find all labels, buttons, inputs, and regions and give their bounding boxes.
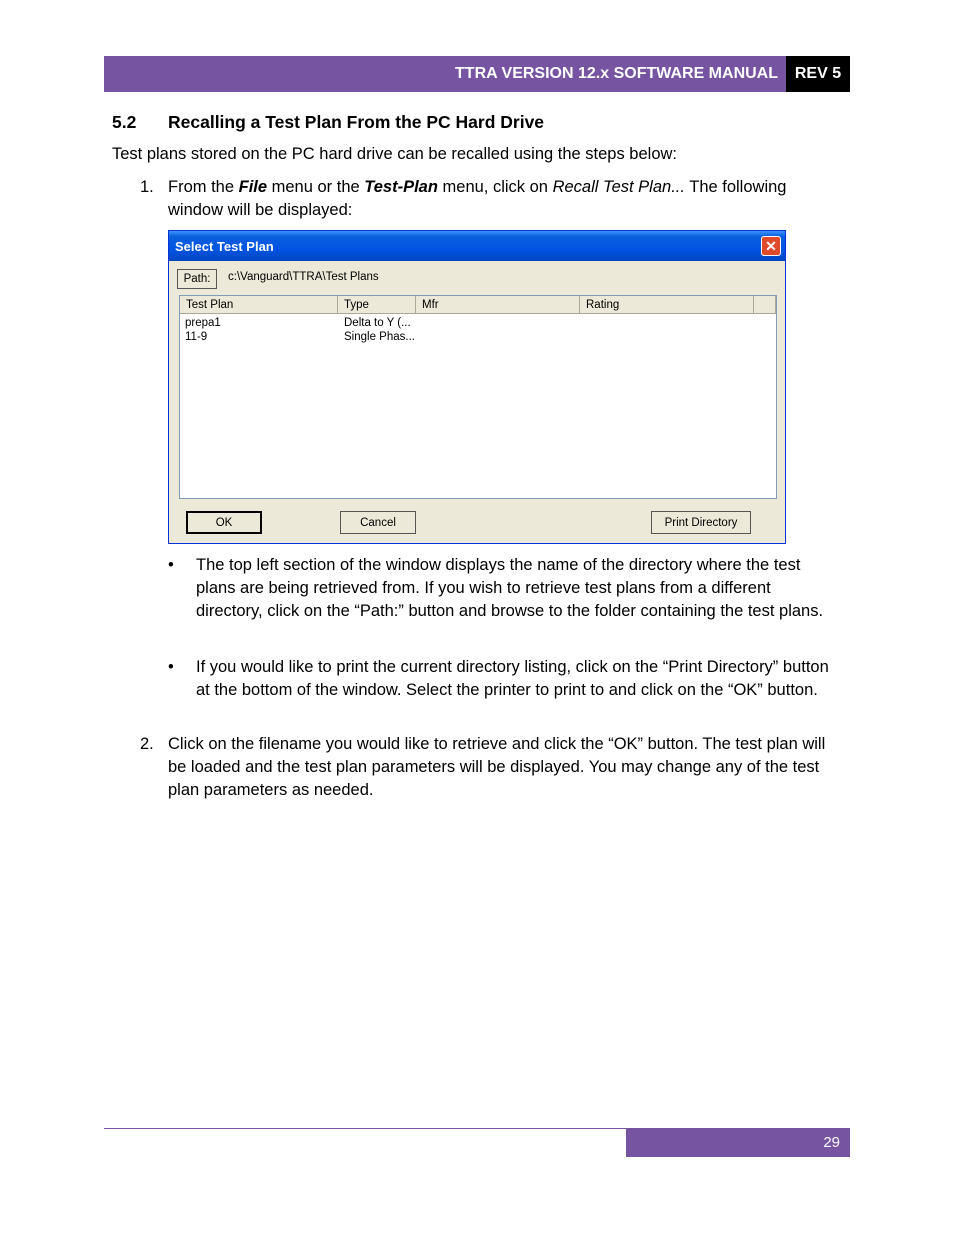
section-heading bbox=[112, 112, 544, 133]
step-2-text: Click on the filename you would like to retrieve and click the “OK” button. The test plan will be loaded and the test plan parameters will be displayed. You may change any of the test plan parameters as needed. bbox=[168, 735, 826, 799]
step-1-text: From the File menu or the Test-Plan menu, click on Recall Test Plan... The following window will be displayed: bbox=[168, 178, 787, 219]
file-menu-ref: File bbox=[238, 178, 268, 196]
column-header-rating[interactable]: Rating bbox=[580, 296, 754, 314]
page-number: 29 bbox=[626, 1128, 850, 1157]
recall-command-ref: Recall Test Plan... bbox=[552, 178, 685, 196]
cancel-button[interactable]: Cancel bbox=[340, 511, 416, 534]
section-title: Recalling a Test Plan From the PC Hard Drive bbox=[168, 112, 545, 132]
bullet-icon: • bbox=[168, 658, 174, 676]
intro-paragraph: Test plans stored on the PC hard drive can be recalled using the steps below: bbox=[112, 145, 677, 163]
row-plan-name: 11-9 bbox=[185, 331, 208, 343]
bullet-text: The top left section of the window displays the name of the directory where the test plans are being retrieved from. If you wish to retrieve test plans from a different directory, click on the “Path:” button and browse to the folder containing the test plans. bbox=[196, 556, 824, 620]
column-header-test-plan[interactable]: Test Plan bbox=[180, 296, 338, 314]
header-revision: REV 5 bbox=[786, 56, 850, 92]
step-1-number: 1. bbox=[140, 178, 154, 196]
step-2-number: 2. bbox=[140, 735, 154, 753]
bullet-icon: • bbox=[168, 556, 174, 574]
header-title: TTRA VERSION 12.x SOFTWARE MANUAL bbox=[104, 56, 786, 92]
column-header-type[interactable]: Type bbox=[338, 296, 416, 314]
dialog-body bbox=[171, 261, 783, 541]
list-header bbox=[180, 296, 776, 314]
bullet-text: If you would like to print the current directory listing, click on the “Print Directory” button at the bottom of the window. Select the printer to print to and click on the “OK” button. bbox=[196, 658, 829, 699]
dialog-title: Select Test Plan bbox=[175, 238, 274, 254]
close-icon[interactable]: ✕ bbox=[761, 236, 781, 256]
path-button[interactable]: Path: bbox=[177, 269, 217, 289]
test-plan-menu-ref: Test-Plan bbox=[364, 178, 438, 196]
test-plan-list[interactable] bbox=[179, 295, 777, 499]
row-plan-type: Single Phas... bbox=[344, 331, 415, 343]
column-header-mfr[interactable]: Mfr bbox=[416, 296, 580, 314]
dialog-title-bar bbox=[169, 231, 785, 261]
section-number: 5.2 bbox=[112, 112, 137, 132]
select-test-plan-dialog bbox=[168, 230, 786, 544]
row-plan-name: prepa1 bbox=[185, 317, 221, 329]
row-plan-type: Delta to Y (... bbox=[344, 317, 411, 329]
print-directory-button[interactable]: Print Directory bbox=[651, 511, 751, 534]
ok-button[interactable]: OK bbox=[186, 511, 262, 534]
path-value: c:\Vanguard\TTRA\Test Plans bbox=[228, 271, 379, 283]
column-header-spacer bbox=[754, 296, 776, 314]
